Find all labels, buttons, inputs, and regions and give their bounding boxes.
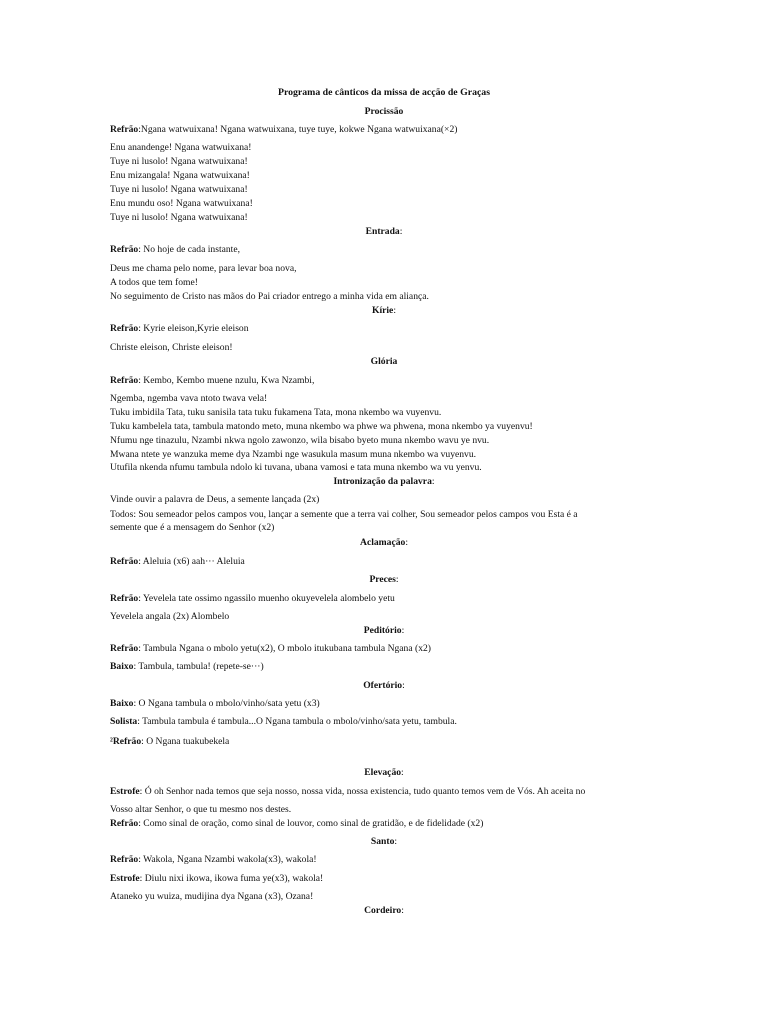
refrain-label: Refrão [110, 556, 139, 567]
estrofe-text: : Ó oh Senhor nada temos que seja nosso, nossa vida, nossa existencia, tudo quanto temos vem de Vós. Ah aceita no [139, 786, 586, 797]
ofertorio-refrain [110, 736, 229, 748]
verse-line: Nfumu nge tinazulu, Nzambi nkwa ngolo zawonzo, wila bisabo byeto muna nkembo wavu ye nvu. [110, 435, 490, 446]
refrain-label: Refrão [110, 818, 139, 829]
solista-label: Solista [110, 716, 138, 727]
refrain-label: Refrão [110, 593, 139, 604]
refrain-label: Refrão [110, 643, 139, 654]
santo-estrofe [110, 873, 323, 885]
heading-entrada: Entrada: [365, 226, 403, 237]
heading-aclamacao: Aclamação: [360, 537, 408, 548]
refrain-text: : No hoje de cada instante, [138, 244, 240, 255]
heading-procissao: Procissão [364, 106, 404, 117]
heading-ofertorio: Ofertório: [363, 680, 405, 691]
verse-line: semente que é a mensagem do Senhor (x2) [110, 522, 275, 533]
procissao-refrain [110, 124, 457, 136]
preces-refrain [110, 593, 395, 605]
heading-gloria: Glória [370, 356, 398, 367]
verse-line: Enu mizangala! Ngana watwuixana! [110, 170, 250, 181]
santo-refrain [110, 854, 317, 866]
baixo-text: : O Ngana tambula o mbolo/vinho/sata yetu (x3) [133, 698, 320, 709]
refrain-text: : Wakola, Ngana Nzambi wakola(x3), wakola! [138, 854, 317, 865]
verse-line: Tuye ni lusolo! Ngana watwuixana! [110, 184, 248, 195]
heading-preces: Preces: [369, 574, 399, 585]
refrain-text: : O Ngana tuakubekela [141, 736, 230, 747]
verse-line: Todos: Sou semeador pelos campos vou, lançar a semente que a terra vai colher, Sou semeador pelos campos vou Esta é a [110, 509, 578, 520]
heading-elevacao: Elevação: [364, 767, 404, 778]
heading-peditorio: Peditório: [363, 625, 405, 636]
refrain-label: Refrão [110, 124, 139, 135]
refrain-label: Refrão [110, 323, 139, 334]
refrain-label: Refrão [110, 375, 139, 386]
refrain-text: : Kembo, Kembo muene nzulu, Kwa Nzambi, [138, 375, 315, 386]
verse-line: Vosso altar Senhor, o que tu mesmo nos destes. [110, 804, 292, 815]
verse-line: Enu anandenge! Ngana watwuixana! [110, 142, 252, 153]
document-title: Programa de cânticos da missa de acção de Graças [277, 87, 491, 98]
estrofe-text: : Diulu nixi ikowa, ikowa fuma ye(x3), wakola! [139, 873, 324, 884]
peditorio-refrain [110, 643, 431, 655]
entrada-refrain [110, 244, 240, 256]
peditorio-baixo [110, 661, 264, 673]
verse-line: Tuku kambelela tata, tambula matondo meto, muna nkembo wa phwe wa phwena, mona nkembo ya vuyenvu! [110, 421, 533, 432]
refrain-text: : Como sinal de oração, como sinal de louvor, como sinal de gratidão, e de fidelidade (x2) [138, 818, 484, 829]
refrain-label: ²Refrão [110, 736, 142, 747]
estrofe-label: Estrofe [110, 873, 140, 884]
verse-line: Utufila nkenda nfumu tambula ndolo ki tuvana, ubana vamosi e tata muna nkembo wa vu yenvu. [110, 462, 482, 473]
verse-line: Christe eleison, Christe eleison! [110, 342, 233, 353]
baixo-label: Baixo [110, 661, 134, 672]
refrain-label: Refrão [110, 244, 139, 255]
refrain-label: Refrão [110, 854, 139, 865]
verse-line: Ataneko yu wuiza, mudijina dya Ngana (x3), Ozana! [110, 891, 314, 902]
verse-line: Enu mundu oso! Ngana watwuixana! [110, 198, 253, 209]
baixo-label: Baixo [110, 698, 134, 709]
kirie-refrain [110, 323, 249, 335]
verse-line: Vinde ouvir a palavra de Deus, a semente lançada (2x) [110, 494, 320, 505]
elevacao-refrain [110, 818, 483, 830]
estrofe-label: Estrofe [110, 786, 140, 797]
verse-line: Tuku imbidila Tata, tuku sanisila tata tuku fukamena Tata, mona nkembo wa vuyenvu. [110, 407, 442, 418]
elevacao-estrofe [110, 786, 585, 798]
heading-cordeiro: Cordeiro: [364, 905, 404, 916]
refrain-text: : Tambula Ngana o mbolo yetu(x2), O mbolo itukubana tambula Ngana (x2) [138, 643, 431, 654]
ofertorio-solista [110, 716, 457, 728]
baixo-text: : Tambula, tambula! (repete-se···) [133, 661, 264, 672]
verse-line: No seguimento de Cristo nas mãos do Pai criador entrego a minha vida em aliança. [110, 291, 429, 302]
refrain-text: : Kyrie eleison,Kyrie eleison [138, 323, 249, 334]
heading-intronizacao: Intronização da palavra: [333, 476, 435, 487]
gloria-refrain [110, 375, 314, 387]
verse-line: Yevelela angala (2x) Alombelo [110, 611, 230, 622]
refrain-text: : Aleluia (x6) aah··· Aleluia [138, 556, 245, 567]
ofertorio-baixo [110, 698, 320, 710]
solista-text: : Tambula tambula é tambula...O Ngana tambula o mbolo/vinho/sata yetu, tambula. [137, 716, 457, 727]
heading-santo: Santo: [370, 836, 398, 847]
verse-line: Tuye ni lusolo! Ngana watwuixana! [110, 156, 248, 167]
refrain-text: :Ngana watwuixana! Ngana watwuixana, tuye tuye, kokwe Ngana watwuixana(×2) [138, 124, 458, 135]
verse-line: A todos que tem fome! [110, 277, 198, 288]
verse-line: Mwana ntete ye wanzuka meme dya Nzambi nge wasukula masum muna nkembo wa vuyenvu. [110, 449, 477, 460]
verse-line: Deus me chama pelo nome, para levar boa nova, [110, 263, 297, 274]
refrain-text: : Yevelela tate ossimo ngassilo muenho okuyevelela alombelo yetu [138, 593, 395, 604]
verse-line: Ngemba, ngemba vava ntoto twava vela! [110, 393, 268, 404]
verse-line: Tuye ni lusolo! Ngana watwuixana! [110, 212, 248, 223]
aclamacao-refrain [110, 556, 245, 568]
heading-kirie: Kírie: [372, 305, 396, 316]
